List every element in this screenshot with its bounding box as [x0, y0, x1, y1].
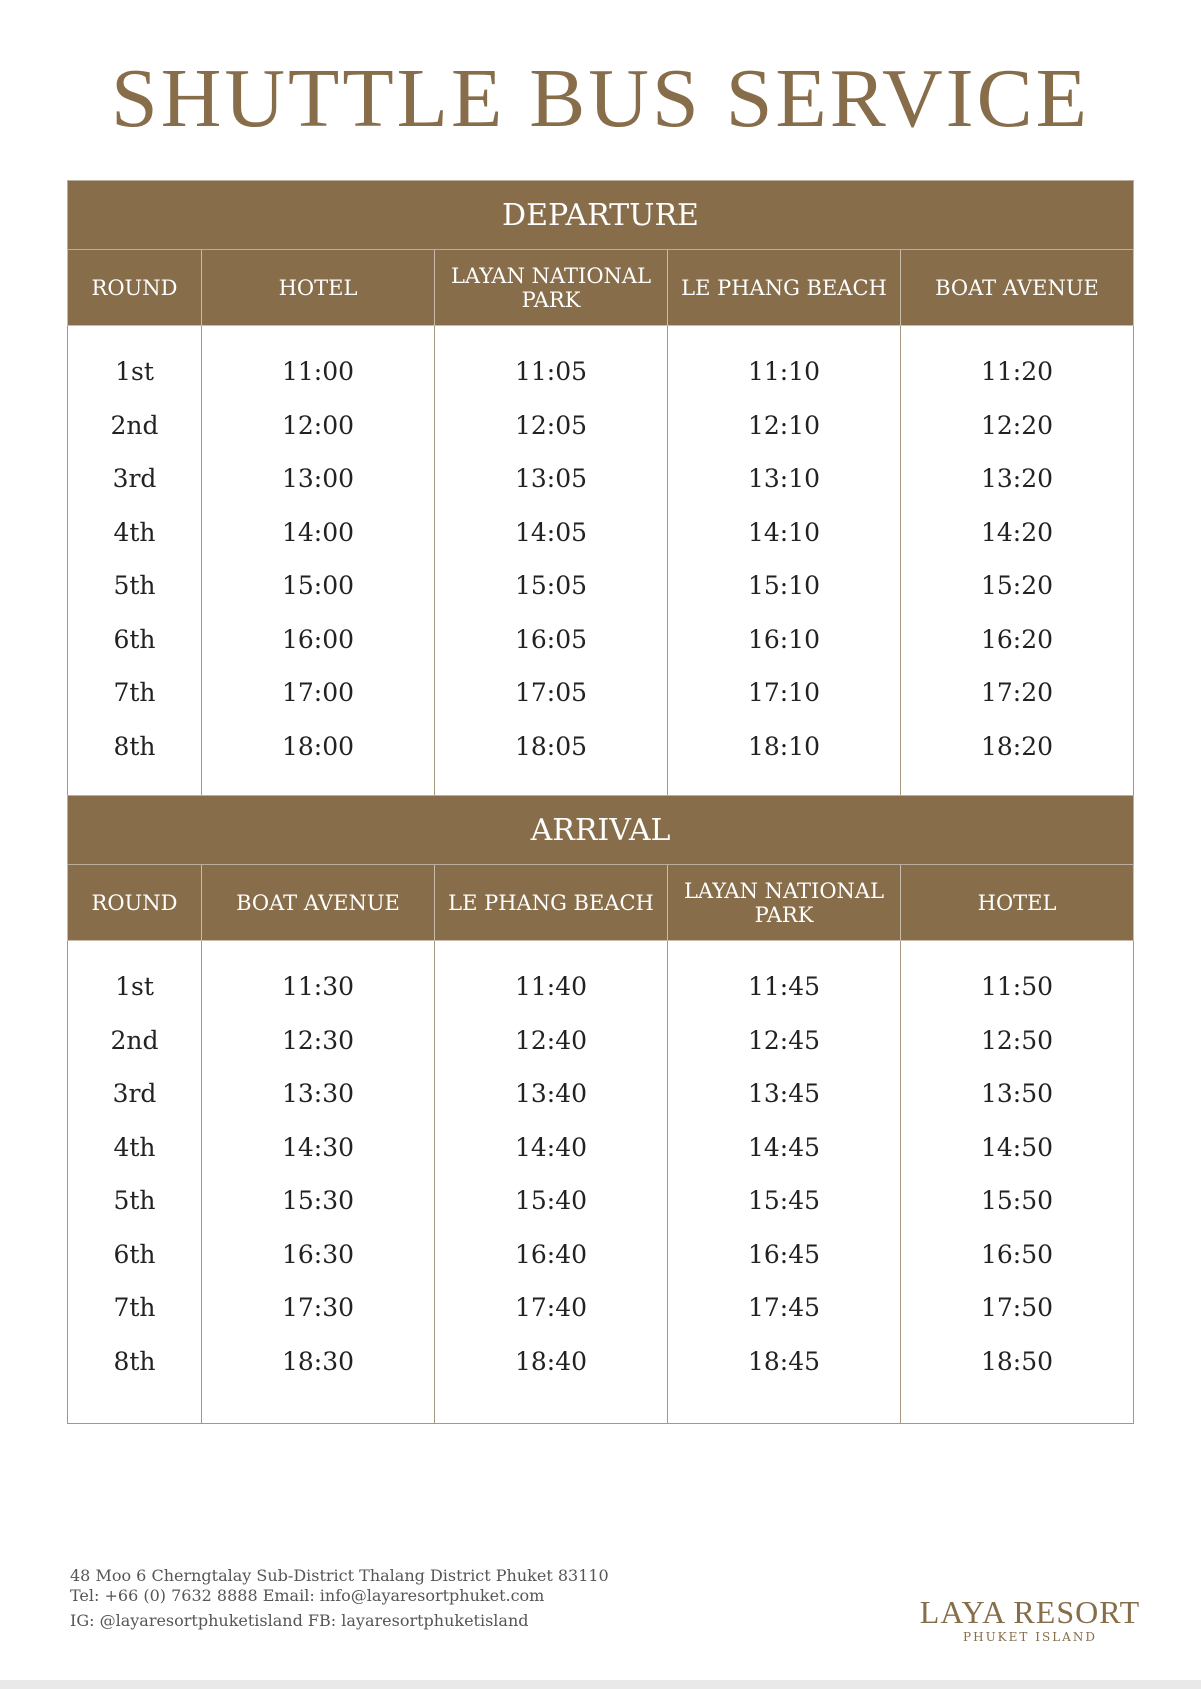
column-header: BOAT AVENUE — [901, 250, 1134, 326]
time-value: 17:45 — [747, 1293, 821, 1322]
logo-name: LAYA RESORT — [919, 1594, 1141, 1630]
round-label: 8th — [113, 1346, 156, 1376]
time-value: 13:40 — [514, 1079, 588, 1108]
resort-logo — [915, 1595, 1145, 1645]
arrival-heading: ARRIVAL — [68, 796, 1134, 865]
departure-table — [67, 180, 1134, 809]
time-value: 15:50 — [981, 1186, 1054, 1215]
time-value: 16:50 — [981, 1239, 1054, 1269]
time-value: 12:10 — [747, 410, 821, 440]
time-value: 17:00 — [281, 678, 355, 707]
time-value: 17:10 — [747, 678, 821, 707]
time-value: 14:10 — [747, 517, 821, 547]
time-value: 17:20 — [980, 678, 1054, 707]
time-value: 13:05 — [514, 464, 588, 493]
bottom-divider — [0, 1680, 1201, 1689]
round-label: 5th — [113, 571, 156, 600]
time-value: 18:10 — [747, 731, 821, 761]
time-value: 16:10 — [747, 624, 821, 654]
time-value: 12:30 — [281, 1025, 355, 1055]
time-value: 18:00 — [281, 731, 355, 761]
time-value: 16:05 — [514, 624, 588, 654]
time-value: 14:45 — [747, 1132, 821, 1162]
time-value: 11:05 — [514, 357, 588, 386]
time-value: 13:30 — [281, 1079, 355, 1108]
time-value: 14:00 — [281, 517, 355, 547]
time-value: 18:45 — [747, 1346, 821, 1376]
round-column — [68, 326, 202, 809]
time-value: 14:50 — [981, 1132, 1054, 1162]
time-value: 15:40 — [514, 1186, 588, 1215]
round-label: 1st — [115, 972, 154, 1001]
column-header: HOTEL — [202, 250, 435, 326]
time-value: 11:00 — [281, 357, 355, 386]
time-value: 11:20 — [980, 357, 1054, 386]
time-value: 11:45 — [747, 972, 821, 1001]
time-value: 15:30 — [281, 1186, 355, 1215]
departure-heading: DEPARTURE — [68, 181, 1134, 250]
time-column — [202, 941, 435, 1424]
round-label: 2nd — [110, 1025, 159, 1055]
round-label: 4th — [113, 1132, 156, 1162]
round-label: 5th — [113, 1186, 156, 1215]
time-value: 12:05 — [514, 410, 588, 440]
round-label: 7th — [113, 678, 156, 707]
time-value: 15:00 — [281, 571, 355, 600]
time-value: 11:40 — [514, 972, 588, 1001]
time-value: 18:30 — [281, 1346, 355, 1376]
column-header: LE PHANG BEACH — [668, 250, 901, 326]
time-value: 16:20 — [980, 624, 1054, 654]
round-label: 4th — [113, 517, 156, 547]
time-value: 13:50 — [981, 1079, 1054, 1108]
time-value: 17:40 — [514, 1293, 588, 1322]
column-header: LAYAN NATIONAL PARK — [435, 250, 668, 326]
departure-body — [68, 326, 1134, 809]
round-label: 1st — [115, 357, 154, 386]
time-value: 15:20 — [980, 571, 1054, 600]
time-value: 18:50 — [981, 1346, 1054, 1376]
time-value: 12:00 — [281, 410, 355, 440]
time-value: 13:45 — [747, 1079, 821, 1108]
round-column — [68, 941, 202, 1424]
time-column — [668, 941, 901, 1424]
footer-address: 48 Moo 6 Cherngtalay Sub-District Thalang District Phuket 83110 — [70, 1566, 609, 1585]
time-value: 16:40 — [514, 1239, 588, 1269]
time-value: 12:20 — [980, 410, 1054, 440]
round-label: 6th — [113, 624, 156, 654]
time-value: 12:50 — [981, 1025, 1054, 1055]
footer-contact-line: Tel: +66 (0) 7632 8888 Email: info@layaresortphuket.com — [70, 1586, 545, 1605]
footer-social: IG: @layaresortphuketisland FB: layaresortphuketisland — [70, 1611, 529, 1630]
time-value: 11:30 — [281, 972, 355, 1001]
arrival-column-headers — [68, 865, 1134, 941]
column-header: ROUND — [68, 250, 202, 326]
time-value: 13:10 — [747, 464, 821, 493]
column-header: HOTEL — [901, 865, 1134, 941]
arrival-table — [67, 795, 1134, 1424]
page-title: SHUTTLE BUS SERVICE — [111, 52, 1090, 145]
time-value: 14:40 — [514, 1132, 588, 1162]
time-value: 15:10 — [747, 571, 821, 600]
round-label: 3rd — [112, 464, 157, 493]
time-value: 17:30 — [281, 1293, 355, 1322]
time-value: 16:45 — [747, 1239, 821, 1269]
arrival-body — [68, 941, 1134, 1424]
time-column — [435, 941, 668, 1424]
time-value: 11:10 — [747, 357, 821, 386]
logo-subtitle: PHUKET ISLAND — [963, 1630, 1097, 1644]
time-value: 13:00 — [281, 464, 355, 493]
time-column — [901, 326, 1134, 809]
time-value: 16:30 — [281, 1239, 355, 1269]
time-column — [668, 326, 901, 809]
time-value: 15:45 — [747, 1186, 821, 1215]
round-label: 2nd — [110, 410, 159, 440]
time-value: 14:05 — [514, 517, 588, 547]
round-label: 7th — [113, 1293, 156, 1322]
time-value: 17:50 — [981, 1293, 1054, 1322]
time-value: 18:20 — [980, 731, 1054, 761]
column-header: LE PHANG BEACH — [435, 865, 668, 941]
time-value: 12:45 — [747, 1025, 821, 1055]
time-value: 18:05 — [514, 731, 588, 761]
time-value: 18:40 — [514, 1346, 588, 1376]
round-label: 3rd — [112, 1079, 157, 1108]
round-label: 8th — [113, 731, 156, 761]
column-header: ROUND — [68, 865, 202, 941]
departure-column-headers — [68, 250, 1134, 326]
time-column — [901, 941, 1134, 1424]
column-header: BOAT AVENUE — [202, 865, 435, 941]
time-value: 16:00 — [281, 624, 355, 654]
time-column — [202, 326, 435, 809]
column-header: LAYAN NATIONAL PARK — [668, 865, 901, 941]
time-column — [435, 326, 668, 809]
time-value: 17:05 — [514, 678, 588, 707]
time-value: 12:40 — [514, 1025, 588, 1055]
time-value: 15:05 — [514, 571, 588, 600]
round-label: 6th — [113, 1239, 156, 1269]
footer-contact — [70, 1565, 609, 1632]
time-value: 11:50 — [981, 972, 1054, 1001]
time-value: 13:20 — [980, 464, 1054, 493]
time-value: 14:20 — [980, 517, 1054, 547]
time-value: 14:30 — [281, 1132, 355, 1162]
